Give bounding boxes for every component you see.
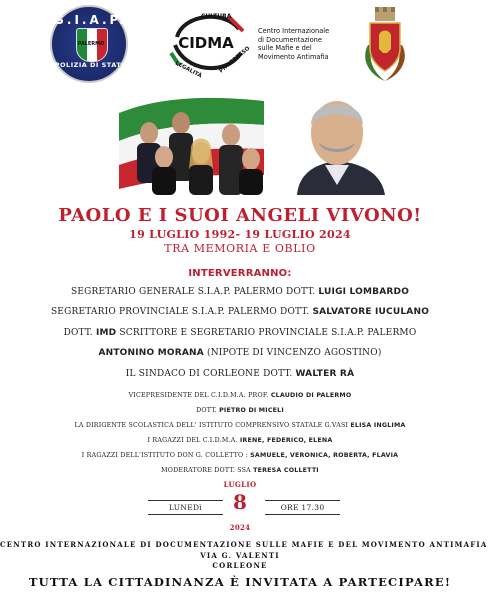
participant-line: DOTT. PIETRO DI MICELI xyxy=(196,407,284,414)
cidma-description xyxy=(258,27,368,61)
cidma-description-line: Movimento Antimafia xyxy=(258,52,329,61)
event-dates: 19 LUGLIO 1992- 19 LUGLIO 2024 xyxy=(129,228,351,241)
cidma-description-line: di Documentazione xyxy=(258,35,322,44)
participant-line: LA DIRIGENTE SCOLASTICA DELL' ISTITUTO COMPRENSIVO STATALE G.VASI ELISA INGLIMA xyxy=(74,422,406,429)
organizer-street: VIA G. VALENTI xyxy=(200,551,280,560)
participant-name: PIETRO DI MICELI xyxy=(219,407,284,414)
participant-line: I RAGAZZI DEL C.I.D.M.A. IRENE, FEDERICO, ELENA xyxy=(147,437,333,444)
cidma-description-line: sulle Mafie e del xyxy=(258,44,312,53)
event-title: PAOLO E I SUOI ANGELI VIVONO! xyxy=(58,205,422,226)
speaker-line: DOTT. IMD SCRITTORE E SEGRETARIO PROVINCIALE S.I.A.P. PALERMO xyxy=(63,328,417,338)
organizer-name: CENTRO INTERNAZIONALE DI DOCUMENTAZIONE SULLE MAFIE E DEL MOVIMENTO ANTIMAFIA xyxy=(0,540,488,549)
organizer-city: CORLEONE xyxy=(212,561,268,570)
speaker-line: ANTONINO MORANA (NIPOTE DI VINCENZO AGOSTINO) xyxy=(98,348,382,358)
participant-name: SAMUELE, VERONICA, ROBERTA, FLAVIA xyxy=(250,452,399,459)
event-month: LUGLIO xyxy=(223,480,257,489)
cidma-word-cultura: CULTURA xyxy=(201,13,232,20)
cidma-logo xyxy=(165,7,252,81)
participant-line: I RAGAZZI DELL'ISTITUTO DON G. COLLETTO : SAMUELE, VERONICA, ROBERTA, FLAVIA xyxy=(81,452,399,459)
speaker-name: IMD xyxy=(95,328,117,338)
portrait-collage-image xyxy=(119,85,392,195)
siap-shield-label: PALERMO xyxy=(77,41,105,47)
event-subtitle: TRA MEMORIA E OBLIO xyxy=(164,242,316,255)
participant-name: TERESA COLLETTI xyxy=(253,467,319,474)
siap-logo-subtitle: POLIZIA DI STATO xyxy=(54,61,128,69)
speaker-line: SEGRETARIO PROVINCIALE S.I.A.P. PALERMO DOTT. SALVATORE IUCULANO xyxy=(50,307,430,317)
cidma-word-cidma: CIDMA xyxy=(178,34,234,52)
participant-line: MODERATORE DOTT. SSA TERESA COLLETTI xyxy=(161,467,319,474)
speaker-name: WALTER RÀ xyxy=(295,369,355,379)
speaker-line: IL SINDACO DI CORLEONE DOTT. WALTER RÀ xyxy=(125,369,355,379)
cidma-word-progresso: PROGRESSO xyxy=(218,45,252,75)
speaker-name: LUIGI LOMBARDO xyxy=(318,287,410,297)
participant-line: VICEPRESIDENTE DEL C.I.D.M.A. PROF. CLAUDIO DI PALERMO xyxy=(128,392,352,399)
speaker-name: SALVATORE IUCULANO xyxy=(312,307,430,317)
participant-name: IRENE, FEDERICO, ELENA xyxy=(239,437,333,444)
speaker-line: SEGRETARIO GENERALE S.I.A.P. PALERMO DOTT. LUIGI LOMBARDO xyxy=(70,287,410,297)
invitation-text: TUTTA LA CITTADINANZA È INVITATA A PARTECIPARE! xyxy=(28,575,452,589)
event-year: 2024 xyxy=(229,523,251,532)
participant-name: CLAUDIO DI PALERMO xyxy=(270,392,352,399)
speakers-heading: INTERVERRANNO: xyxy=(188,268,292,279)
cidma-description-line: Centro Internazionale xyxy=(258,27,330,35)
event-day: 8 xyxy=(233,490,247,514)
corleone-crest-icon xyxy=(360,5,410,83)
cidma-word-legalita: LEGALITÀ xyxy=(174,60,203,80)
event-weekday: LUNEDì xyxy=(148,500,223,515)
speaker-name: ANTONINO MORANA xyxy=(98,348,204,358)
siap-logo xyxy=(50,5,128,83)
event-time: ORE 17.30 xyxy=(265,500,340,515)
main-portrait xyxy=(279,85,392,195)
participant-name: ELISA INGLIMA xyxy=(350,422,406,429)
siap-logo-title: S.I.A.P. xyxy=(55,13,127,27)
